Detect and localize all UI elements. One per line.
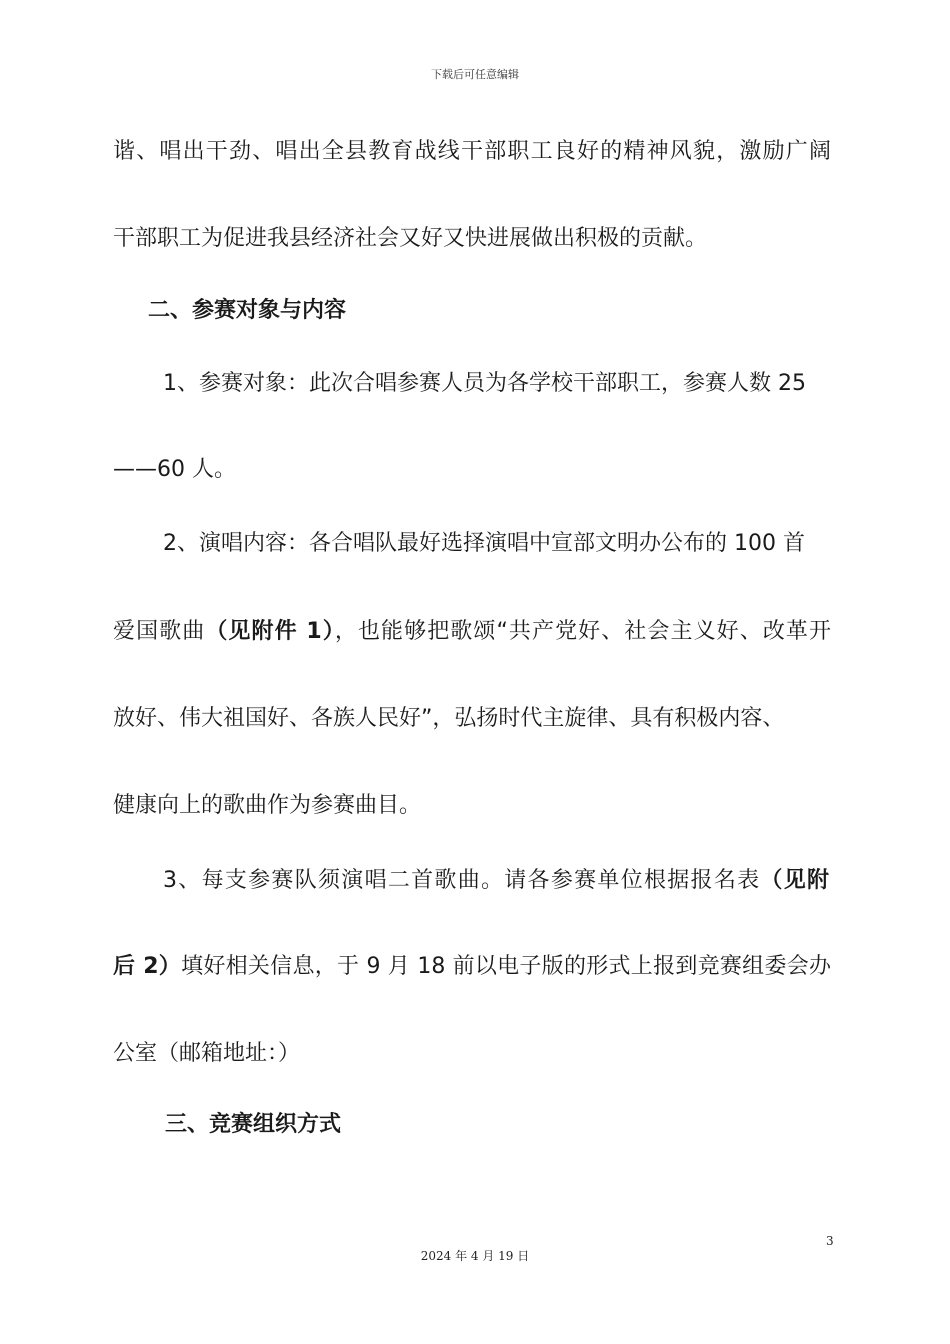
text-run: 爱国歌曲 — [113, 619, 206, 644]
paragraph-line — [113, 617, 831, 647]
page-number: 3 — [826, 1234, 834, 1248]
paragraph-line: 公室（邮箱地址：） — [113, 1041, 301, 1066]
paragraph-line: 2、演唱内容：各合唱队最好选择演唱中宣部文明办公布的 100 首 — [163, 531, 805, 556]
paragraph-line: 放好、伟大祖国好、各族人民好”，弘扬时代主旋律、具有积极内容、 — [113, 706, 785, 731]
bold-reference: （见附件 1） — [205, 619, 335, 644]
text-run: 3、每支参赛队须演唱二首歌曲。请各参赛单位根据报名表 — [163, 868, 761, 893]
paragraph-line: ——60 人。 — [113, 457, 236, 482]
paragraph-line: 干部职工为促进我县经济社会又好又快进展做出积极的贡献。 — [113, 226, 708, 251]
text-run: ，也能够把歌颂“共产党好、社会主义好、改革开 — [334, 619, 831, 644]
paragraph-line — [113, 952, 831, 982]
paragraph-line — [163, 866, 829, 896]
paragraph-line: 1、参赛对象：此次合唱参赛人员为各学校干部职工，参赛人数 25 — [163, 371, 806, 396]
paragraph-line: 谐、唱出干劲、唱出全县教育战线干部职工良好的精神风貌，激励广阔 — [113, 139, 831, 164]
paragraph-line: 健康向上的歌曲作为参赛曲目。 — [113, 793, 422, 818]
section-heading: 二、参赛对象与内容 — [148, 298, 347, 323]
text-run: 填好相关信息，于 9 月 18 前以电子版的形式上报到竞赛组委会办 — [181, 954, 832, 979]
bold-reference: （见附 — [760, 868, 829, 893]
page-header: 下载后可任意编辑 — [431, 68, 519, 81]
bold-reference: 后 2） — [113, 954, 182, 979]
footer-date: 2024 年 4 月 19 日 — [420, 1249, 530, 1263]
section-heading: 三、竞赛组织方式 — [165, 1112, 342, 1137]
